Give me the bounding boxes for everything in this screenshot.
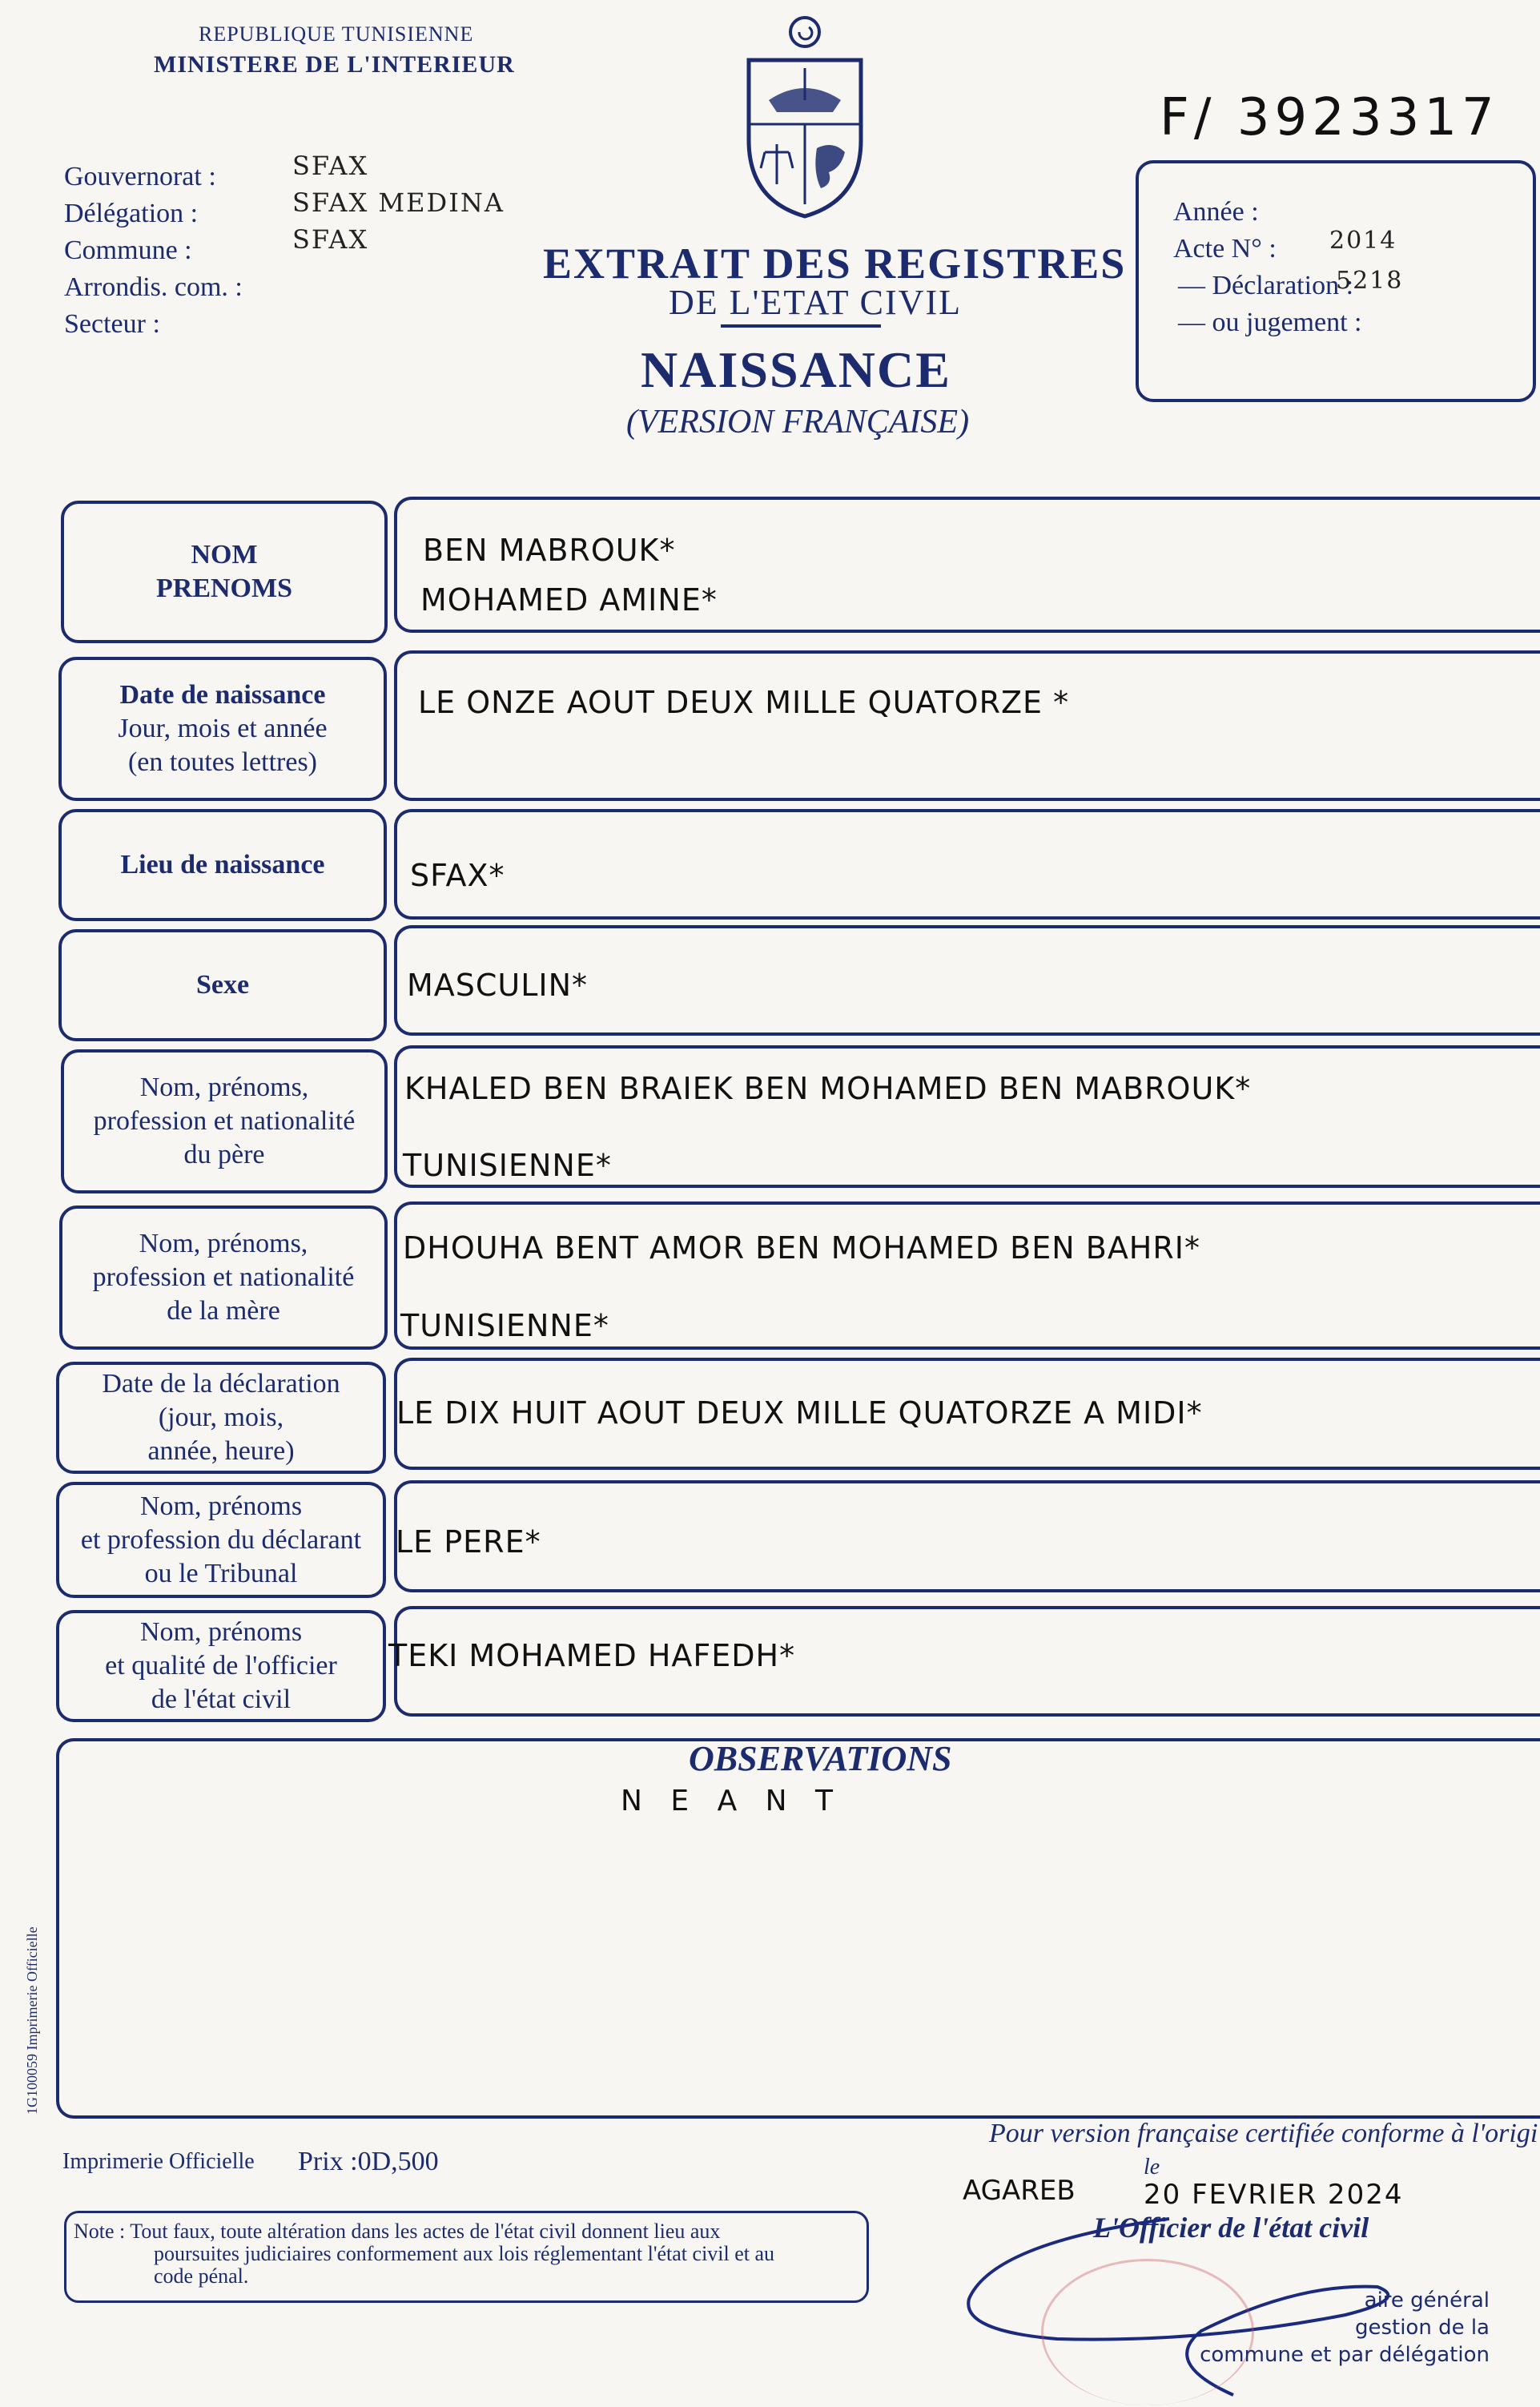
- certification-text: Pour version française certifiée conforme à l'origi: [989, 2119, 1538, 2148]
- note-text: [74, 2220, 862, 2288]
- acte-labels: [1173, 194, 1361, 341]
- observations-value: N E A N T: [621, 1785, 842, 1817]
- officier-label: [56, 1610, 386, 1722]
- stamp-text: [1193, 2287, 1490, 2369]
- sexe-value: MASCULIN*: [407, 968, 589, 1003]
- dob-label-line1: Date de naissance: [119, 680, 326, 710]
- imprimerie-label: Imprimerie Officielle: [62, 2149, 255, 2174]
- pere-nationalite-value: TUNISIENNE*: [403, 1148, 612, 1183]
- nom-prenoms-label: [61, 501, 388, 643]
- naissance-title: NAISSANCE: [641, 341, 951, 398]
- mere-label-line2: profession et nationalité: [92, 1262, 355, 1292]
- lieu-value-box: [394, 809, 1540, 920]
- officier-label-line1: Nom, prénoms: [139, 1617, 303, 1647]
- mere-label: [59, 1206, 388, 1350]
- stamp-line2: gestion de la: [1354, 2316, 1490, 2340]
- version-label: (VERSION FRANÇAISE): [626, 404, 970, 441]
- dob-value: LE ONZE AOUT DEUX MILLE QUATORZE *: [418, 685, 1070, 720]
- mere-label-line3: de la mère: [167, 1296, 280, 1326]
- dob-label: [58, 657, 387, 801]
- annee-label: Année :: [1173, 197, 1259, 227]
- pere-label-line1: Nom, prénoms,: [139, 1073, 309, 1102]
- republic-header: REPUBLIQUE TUNISIENNE: [199, 22, 474, 46]
- gouvernorat-value: SFAX: [292, 151, 369, 181]
- decl-label-line2: (jour, mois,: [158, 1403, 284, 1432]
- date-value: 20 FEVRIER 2024: [1144, 2179, 1404, 2211]
- ministry-header: MINISTERE DE L'INTERIEUR: [154, 51, 515, 78]
- declarant-label-line1: Nom, prénoms: [139, 1491, 303, 1521]
- stamp-line3: commune et par délégation: [1200, 2343, 1490, 2367]
- dob-label-line2: Jour, mois et année: [118, 714, 328, 743]
- location-values: [292, 147, 505, 258]
- mere-label-line1: Nom, prénoms,: [139, 1229, 308, 1258]
- place-value: AGAREB: [963, 2175, 1076, 2207]
- acte-number-label: Acte N° :: [1173, 234, 1277, 264]
- dob-value-box: [394, 650, 1540, 801]
- commune-value: SFAX: [292, 224, 369, 255]
- note-line2: poursuites judiciaires conformement aux lois réglementant l'état civil et au: [154, 2242, 775, 2265]
- prix-label: Prix :0D,500: [298, 2147, 439, 2176]
- dob-label-line3: (en toutes lettres): [127, 747, 318, 777]
- pere-nom-value: KHALED BEN BRAIEK BEN MOHAMED BEN MABROUK*: [404, 1071, 1252, 1106]
- document-subtitle: DE L'ETAT CIVIL: [669, 283, 962, 322]
- officier-value: TEKI MOHAMED HAFEDH*: [388, 1638, 796, 1673]
- declarant-value: LE PERE*: [396, 1524, 541, 1560]
- arrondis-label: Arrondis. com. :: [64, 272, 243, 302]
- pere-label-line2: profession et nationalité: [93, 1106, 356, 1136]
- sexe-label: [58, 929, 387, 1041]
- serial-number: F/ 3923317: [1160, 88, 1499, 147]
- document-title: EXTRAIT DES REGISTRES: [543, 239, 1127, 288]
- lieu-value: SFAX*: [410, 858, 505, 893]
- declarant-label-line2: et profession du déclarant: [80, 1524, 362, 1555]
- mere-nationalite-value: TUNISIENNE*: [400, 1308, 609, 1343]
- location-labels: [64, 159, 243, 343]
- prenoms-label: PRENOMS: [156, 574, 292, 603]
- secteur-label: Secteur :: [64, 309, 160, 339]
- declarant-value-box: [394, 1480, 1540, 1592]
- side-print-text: 1G100059 Imprimerie Officielle: [24, 1926, 40, 2115]
- officier-label-line3: de l'état civil: [151, 1684, 292, 1714]
- le-label: le: [1144, 2155, 1160, 2180]
- decl-label-line3: année, heure): [147, 1436, 295, 1466]
- coat-of-arms-emblem: [737, 12, 873, 220]
- mere-nom-value: DHOUHA BENT AMOR BEN MOHAMED BEN BAHRI*: [403, 1230, 1200, 1266]
- declaration-label: — Déclaration :: [1178, 271, 1354, 300]
- declaration-date-label: [56, 1362, 386, 1474]
- decl-label-line1: Date de la déclaration: [102, 1369, 340, 1399]
- lieu-label-text: Lieu de naissance: [120, 850, 325, 879]
- pere-label-line3: du père: [183, 1140, 265, 1169]
- note-line1: Note : Tout faux, toute altération dans les actes de l'état civil donnent lieu aux: [74, 2220, 721, 2243]
- lieu-label: [58, 809, 387, 921]
- declarant-label-line3: ou le Tribunal: [144, 1558, 298, 1588]
- pere-label: [61, 1049, 388, 1193]
- stamp-line1: aire général: [1364, 2288, 1490, 2312]
- commune-label: Commune :: [64, 235, 192, 265]
- note-line3: code pénal.: [154, 2264, 249, 2288]
- declaration-date-value: LE DIX HUIT AOUT DEUX MILLE QUATORZE A MIDI*: [396, 1395, 1203, 1431]
- declarant-label: [56, 1482, 386, 1598]
- gouvernorat-label: Gouvernorat :: [64, 162, 216, 191]
- jugement-label: — ou jugement :: [1178, 308, 1362, 337]
- officier-signature-label: L'Officier de l'état civil: [1093, 2212, 1369, 2244]
- nom-label: NOM: [191, 540, 258, 570]
- nom-value: BEN MABROUK*: [423, 533, 676, 568]
- officier-label-line2: et qualité de l'officier: [105, 1651, 337, 1680]
- delegation-value: SFAX MEDINA: [292, 187, 505, 218]
- acte-number-value: 5218: [1336, 267, 1404, 295]
- delegation-label: Délégation :: [64, 199, 199, 228]
- prenoms-value: MOHAMED AMINE*: [420, 582, 718, 618]
- sexe-label-text: Sexe: [195, 970, 250, 1000]
- title-divider: [721, 324, 881, 328]
- observations-title: OBSERVATIONS: [689, 1739, 952, 1778]
- annee-value: 2014: [1329, 227, 1397, 255]
